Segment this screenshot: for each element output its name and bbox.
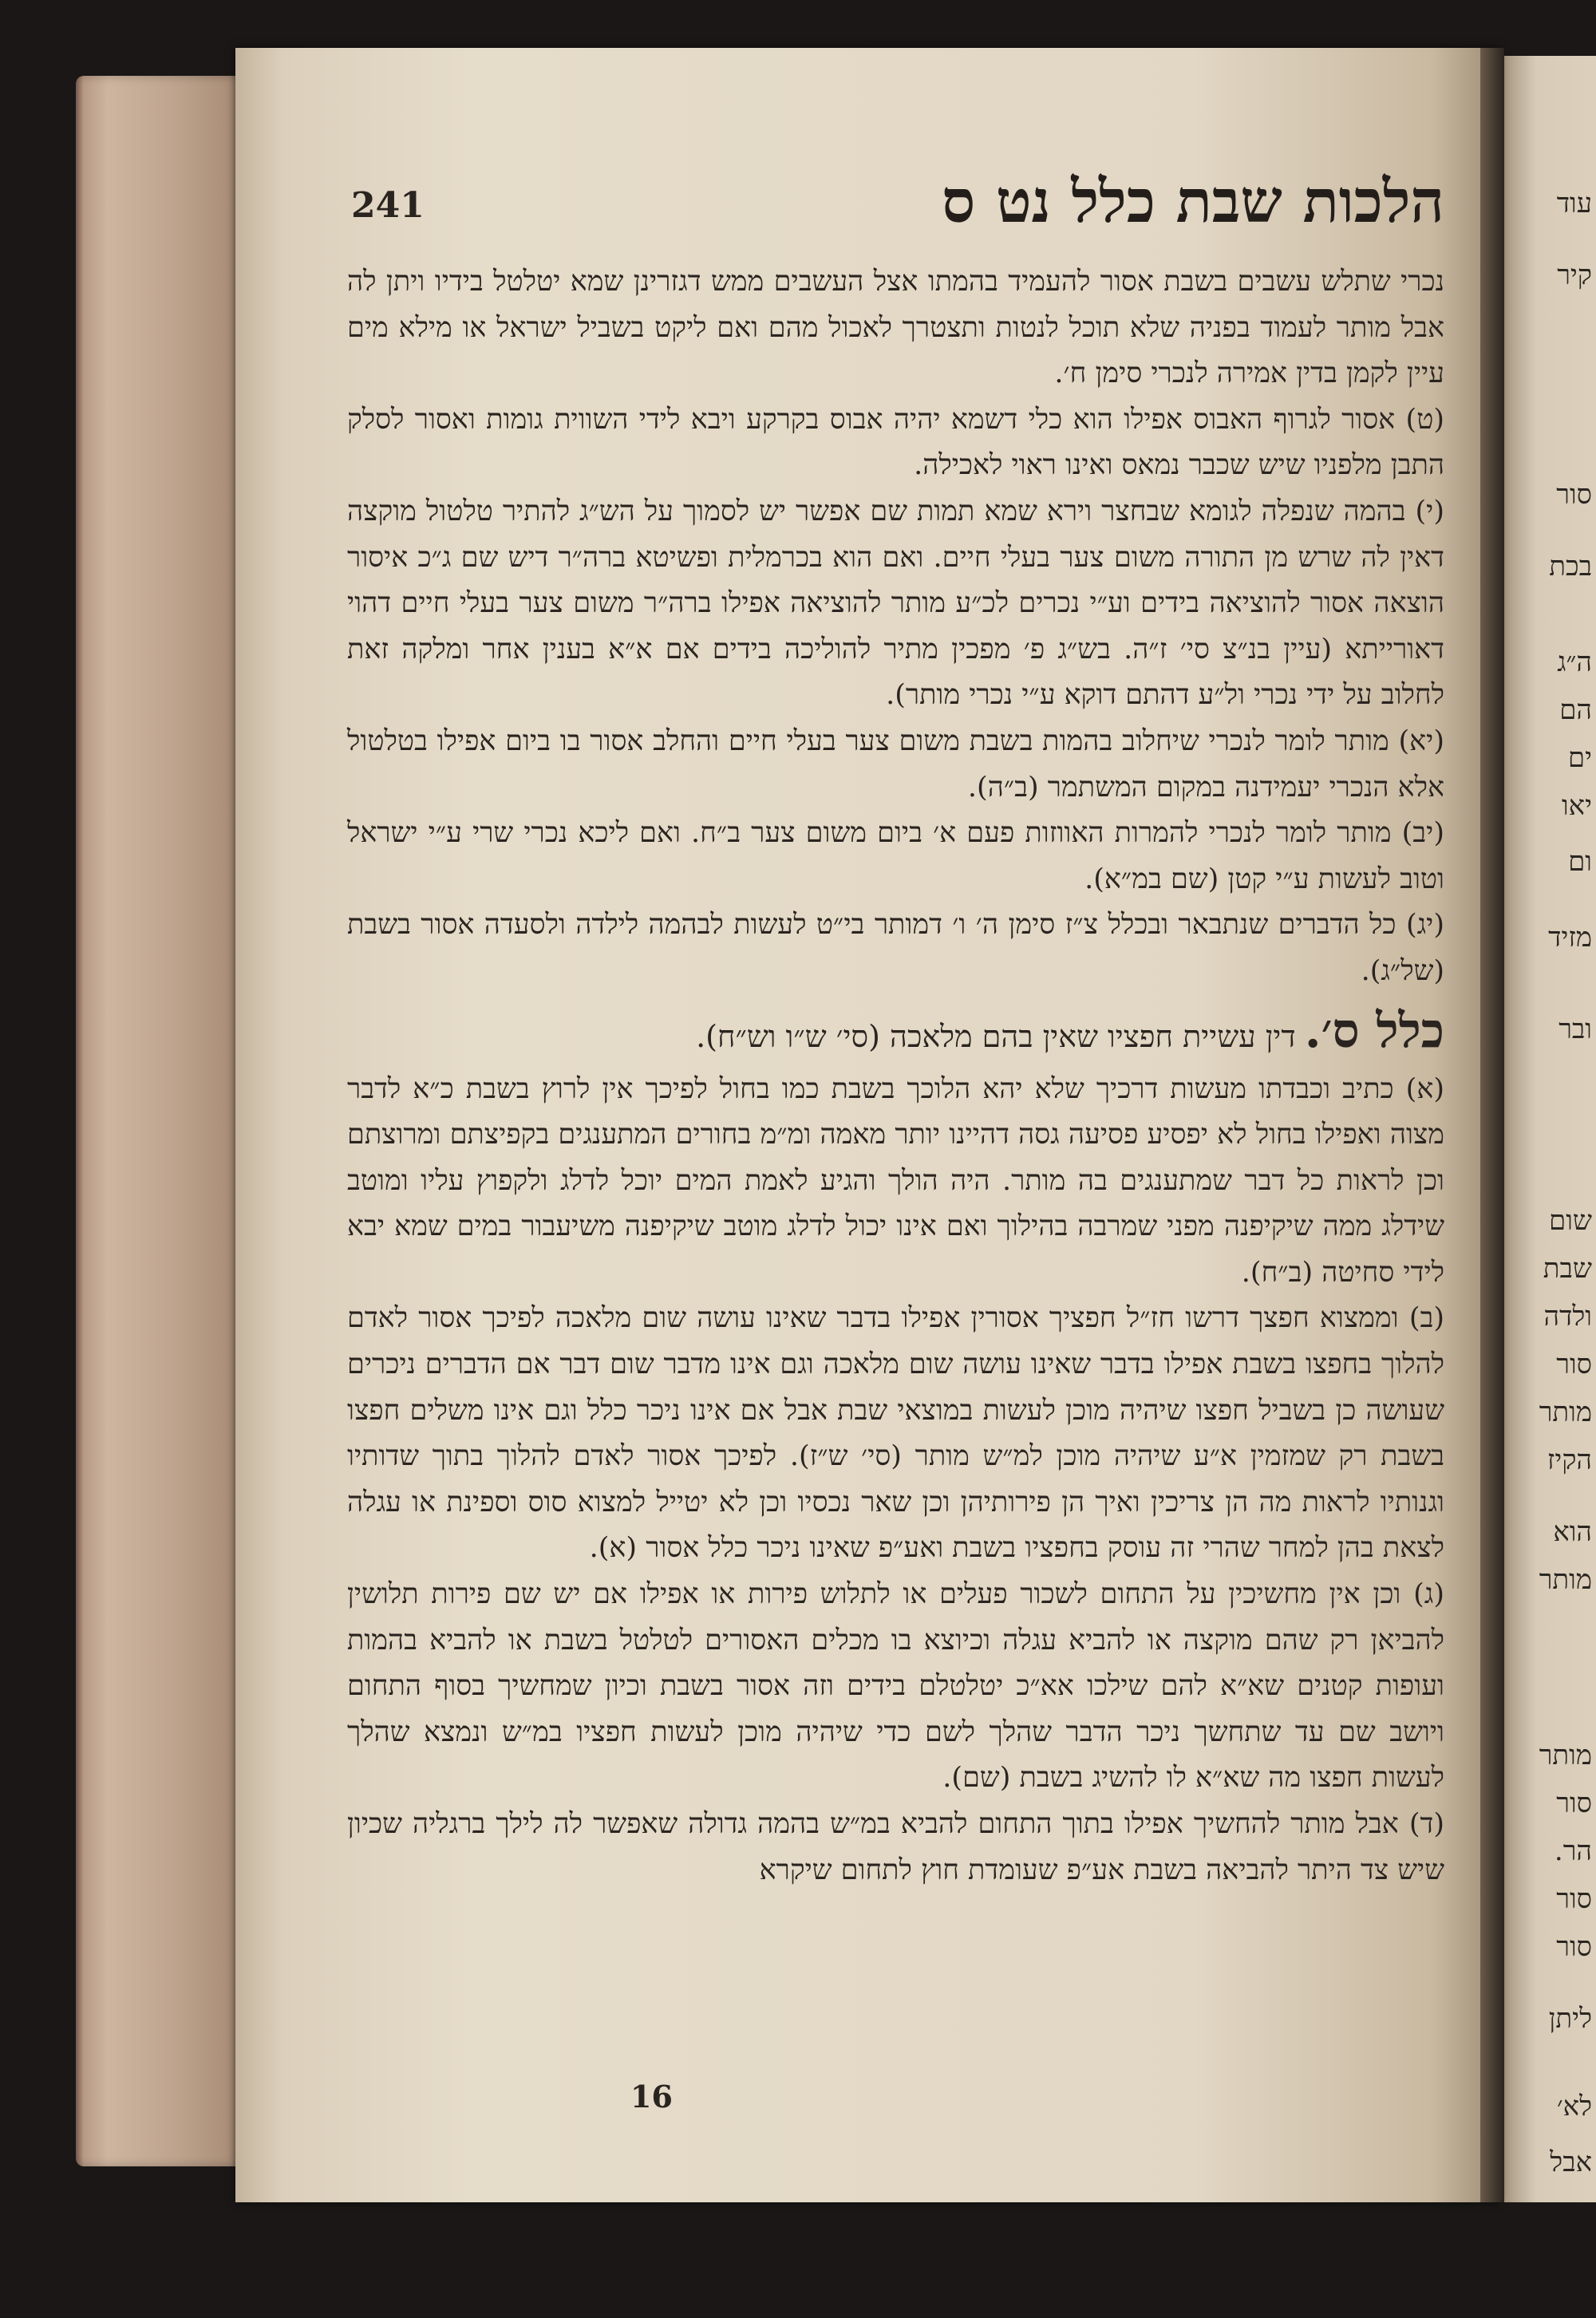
- facing-page-fragment: שום: [1549, 1205, 1592, 1237]
- facing-page-fragment: לא׳: [1556, 2091, 1592, 2123]
- facing-page-fragment: סור: [1556, 479, 1592, 511]
- book-page-edges: [76, 76, 243, 2166]
- paragraph: (י) בהמה שנפלה לגומא שבחצר וירא שמא תמות שם אפשר יש לסמוך על הש״ג להתיר טלטול מוקצה דאין לה שרש מן התורה משום צער בעלי חיים. ואם הוא בכרמלית ופשיטא ברה״ר דיש שם ג״כ איסור הוצאה אסור להוציאה בידים וע״י נכרים לכ״ע מותר להוציאה אפילו ברה״ר משום צער בעלי חיים דהוי דאורייתא (עיין בנ״צ סי׳ ז״ה. בש״ג פ׳ מפכין מתיר להוליכה בידים אם א״א בענין אחר ומלקה זאת לחלוב על ידי נכרי ול״ע דהתם דוקא ע״י נכרי מותר).: [347, 495, 1444, 712]
- facing-page-fragment: סור: [1556, 1349, 1592, 1380]
- section-label: כלל ס׳.: [1304, 1002, 1444, 1059]
- paragraph: (יא) מותר לומר לנכרי שיחלוב בהמות בשבת משום צער בעלי חיים והחלב אסור בו ביום אפילו בטלטול אלא הנכרי יעמידנה במקום המשתמר (ב״ה).: [347, 725, 1444, 804]
- facing-page-fragment: ים: [1567, 742, 1592, 774]
- facing-page-fragment: מזיד: [1548, 922, 1592, 954]
- book-gutter: [1480, 48, 1504, 2202]
- running-title: הלכות שבת כלל נט ס: [942, 168, 1444, 236]
- facing-page-fragment: ובר: [1558, 1013, 1592, 1045]
- facing-page-fragment: מותר: [1539, 1564, 1592, 1596]
- main-text: [347, 259, 1444, 1893]
- facing-page-edge: [1504, 56, 1596, 2202]
- facing-page-fragment: ליתן: [1548, 2003, 1592, 2035]
- paragraph: (ב) וממצוא חפצך דרשו חז״ל חפציך אסורין אפילו בדבר שאינו עושה שום מלאכה לפיכך אסור לאדם להלוך בחפצו בשבת אפילו בדבר שאינו עושה שום מלאכה וגם אינו מדבר שום דבר אם הדברים ניכרים שעושה כן בשביל חפצו שיהיה מוכן לעשות במוצאי שבת אבל אם אינו ניכר כלל וגם אינו משלים חפצו בשבת רק שמזמין א״ע שיהיה מוכן למ״ש מותר (סי׳ ש״ז). לפיכך אסור לאדם להלוך בתוך שדותיו וגנותיו לראות מה הן צריכין ואיך הן פירותיהן וכן שאר נכסיו וכן לא יטייל למצוא סוס וספינת או עגלה לצאת בהן למחר שהרי זה עוסק בחפציו בשבת ואע״פ שאינו ניכר כלל אסור (א).: [347, 1302, 1444, 1565]
- facing-page-fragment: בכת: [1549, 551, 1592, 582]
- paragraph: (ט) אסור לגרוף האבוס אפילו הוא כלי דשמא יהיה אבוס בקרקע ויבא לידי השווית גומות ואסור לסלק התבן מלפניו שיש שכבר נמאס ואינו ראוי לאכילה.: [347, 403, 1444, 482]
- facing-page-fragment: ולדה: [1543, 1301, 1592, 1333]
- paragraph: נכרי שתלש עשבים בשבת אסור להעמיד בהמתו אצל העשבים ממש דגזרינן שמא יטלטל בידיו ויתן לה אבל מותר לעמוד בפניה שלא תוכל לנטות ותצטרך לאכול מהם ואם ליקט בשביל ישראל או מילא מים עיין לקמן בדין אמירה לנכרי סימן ח׳.: [347, 266, 1444, 390]
- paragraph: (א) כתיב וכבדתו מעשות דרכיך שלא יהא הלוכך בשבת כמו בחול לפיכך אין לרוץ בשבת כ״א לדבר מצוה ואפילו בחול לא יפסיע פסיעה גסה דהיינו יותר מאמה ומ״מ בחורים המתענגים בקפיצתם ומרוצתם וכן לראות כל דבר שמתענגים בה מותר. היה הולך והגיע לאמת המים יוכל לדלג ולקפוץ עליו ומוטב שידלג ממה שיקיפנה מפני שמרבה בהילוך ואם אינו יכול לדלג מוטב שיקיפנה משיעבור במים שמא יבא לידי סחיטה (ב״ח).: [347, 1072, 1444, 1289]
- section-heading: [347, 995, 1444, 1067]
- signature-mark: 16: [630, 2079, 673, 2115]
- facing-page-fragment: עוד: [1556, 188, 1592, 219]
- facing-page-fragment: ה״ג: [1557, 646, 1592, 678]
- facing-page-fragment: אבל: [1550, 2146, 1592, 2178]
- facing-page-fragment: ום: [1568, 846, 1592, 878]
- facing-page-fragment: סור: [1556, 1931, 1592, 1963]
- facing-page-fragment: מותר: [1539, 1739, 1592, 1771]
- paragraph: (ד) אבל מותר להחשיך אפילו בתוך התחום להביא במ״ש בהמה גדולה שאפשר לה לילך ברגליה שכיון שיש צד היתר להביאה בשבת אע״פ שעומדת חוץ לתחום שיקרא: [347, 1808, 1444, 1886]
- paragraph: (יב) מותר לומר לנכרי להמרות האווזות פעם א׳ ביום משום צער ב״ח. ואם ליכא נכרי שרי ע״י ישראל וטוב לעשות ע״י קטן (שם במ״א).: [347, 817, 1444, 895]
- page-number: 241: [351, 185, 425, 226]
- paragraph: (יג) כל הדברים שנתבאר ובכלל צ״ז סימן ה׳ ו׳ דמותר בי״ט לעשות לבהמה לילדה ולסעדה אסור בשבת (של״ג).: [347, 909, 1444, 987]
- facing-page-fragment: יאו: [1561, 790, 1592, 822]
- facing-page-fragment: מותר: [1539, 1396, 1592, 1428]
- paragraph: (ג) וכן אין מחשיכין על התחום לשכור פעלים או לתלוש פירות או אפילו אם יש שם פירות תלושין להביאן רק שהם מוקצה או להביא עגלה וכיוצא בו מכלים האסורים לטלטל בשבת או להביא בהמות ועופות קטנים שא״א להם שילכו אא״כ יטלטלם בידים וזה אסור בשבת וכיון שמחשיך בסוף התחום ויושב שם עד שתחשך ניכר הדבר שהלך לשם כדי שיהיה מוכן לעשות חפציו במ״ש ונמצא שהלך לעשות חפצו מה שא״א לו להשיג בשבת (שם).: [347, 1578, 1444, 1795]
- facing-page-fragment: שבת: [1543, 1253, 1592, 1285]
- facing-page-fragment: הם: [1559, 694, 1592, 726]
- facing-page-fragment: הוא: [1553, 1516, 1592, 1548]
- facing-page-fragment: הקיז: [1547, 1444, 1592, 1476]
- facing-page-fragment: סור: [1556, 1787, 1592, 1819]
- page-header: [351, 168, 1444, 255]
- facing-page-fragment: הר.: [1554, 1835, 1592, 1867]
- facing-page-fragment: סור: [1556, 1883, 1592, 1915]
- facing-page-fragment: קיר: [1557, 259, 1592, 291]
- section-title: דין עשיית חפציו שאין בהם מלאכה (סי׳ ש״ו וש״ח).: [696, 1018, 1296, 1054]
